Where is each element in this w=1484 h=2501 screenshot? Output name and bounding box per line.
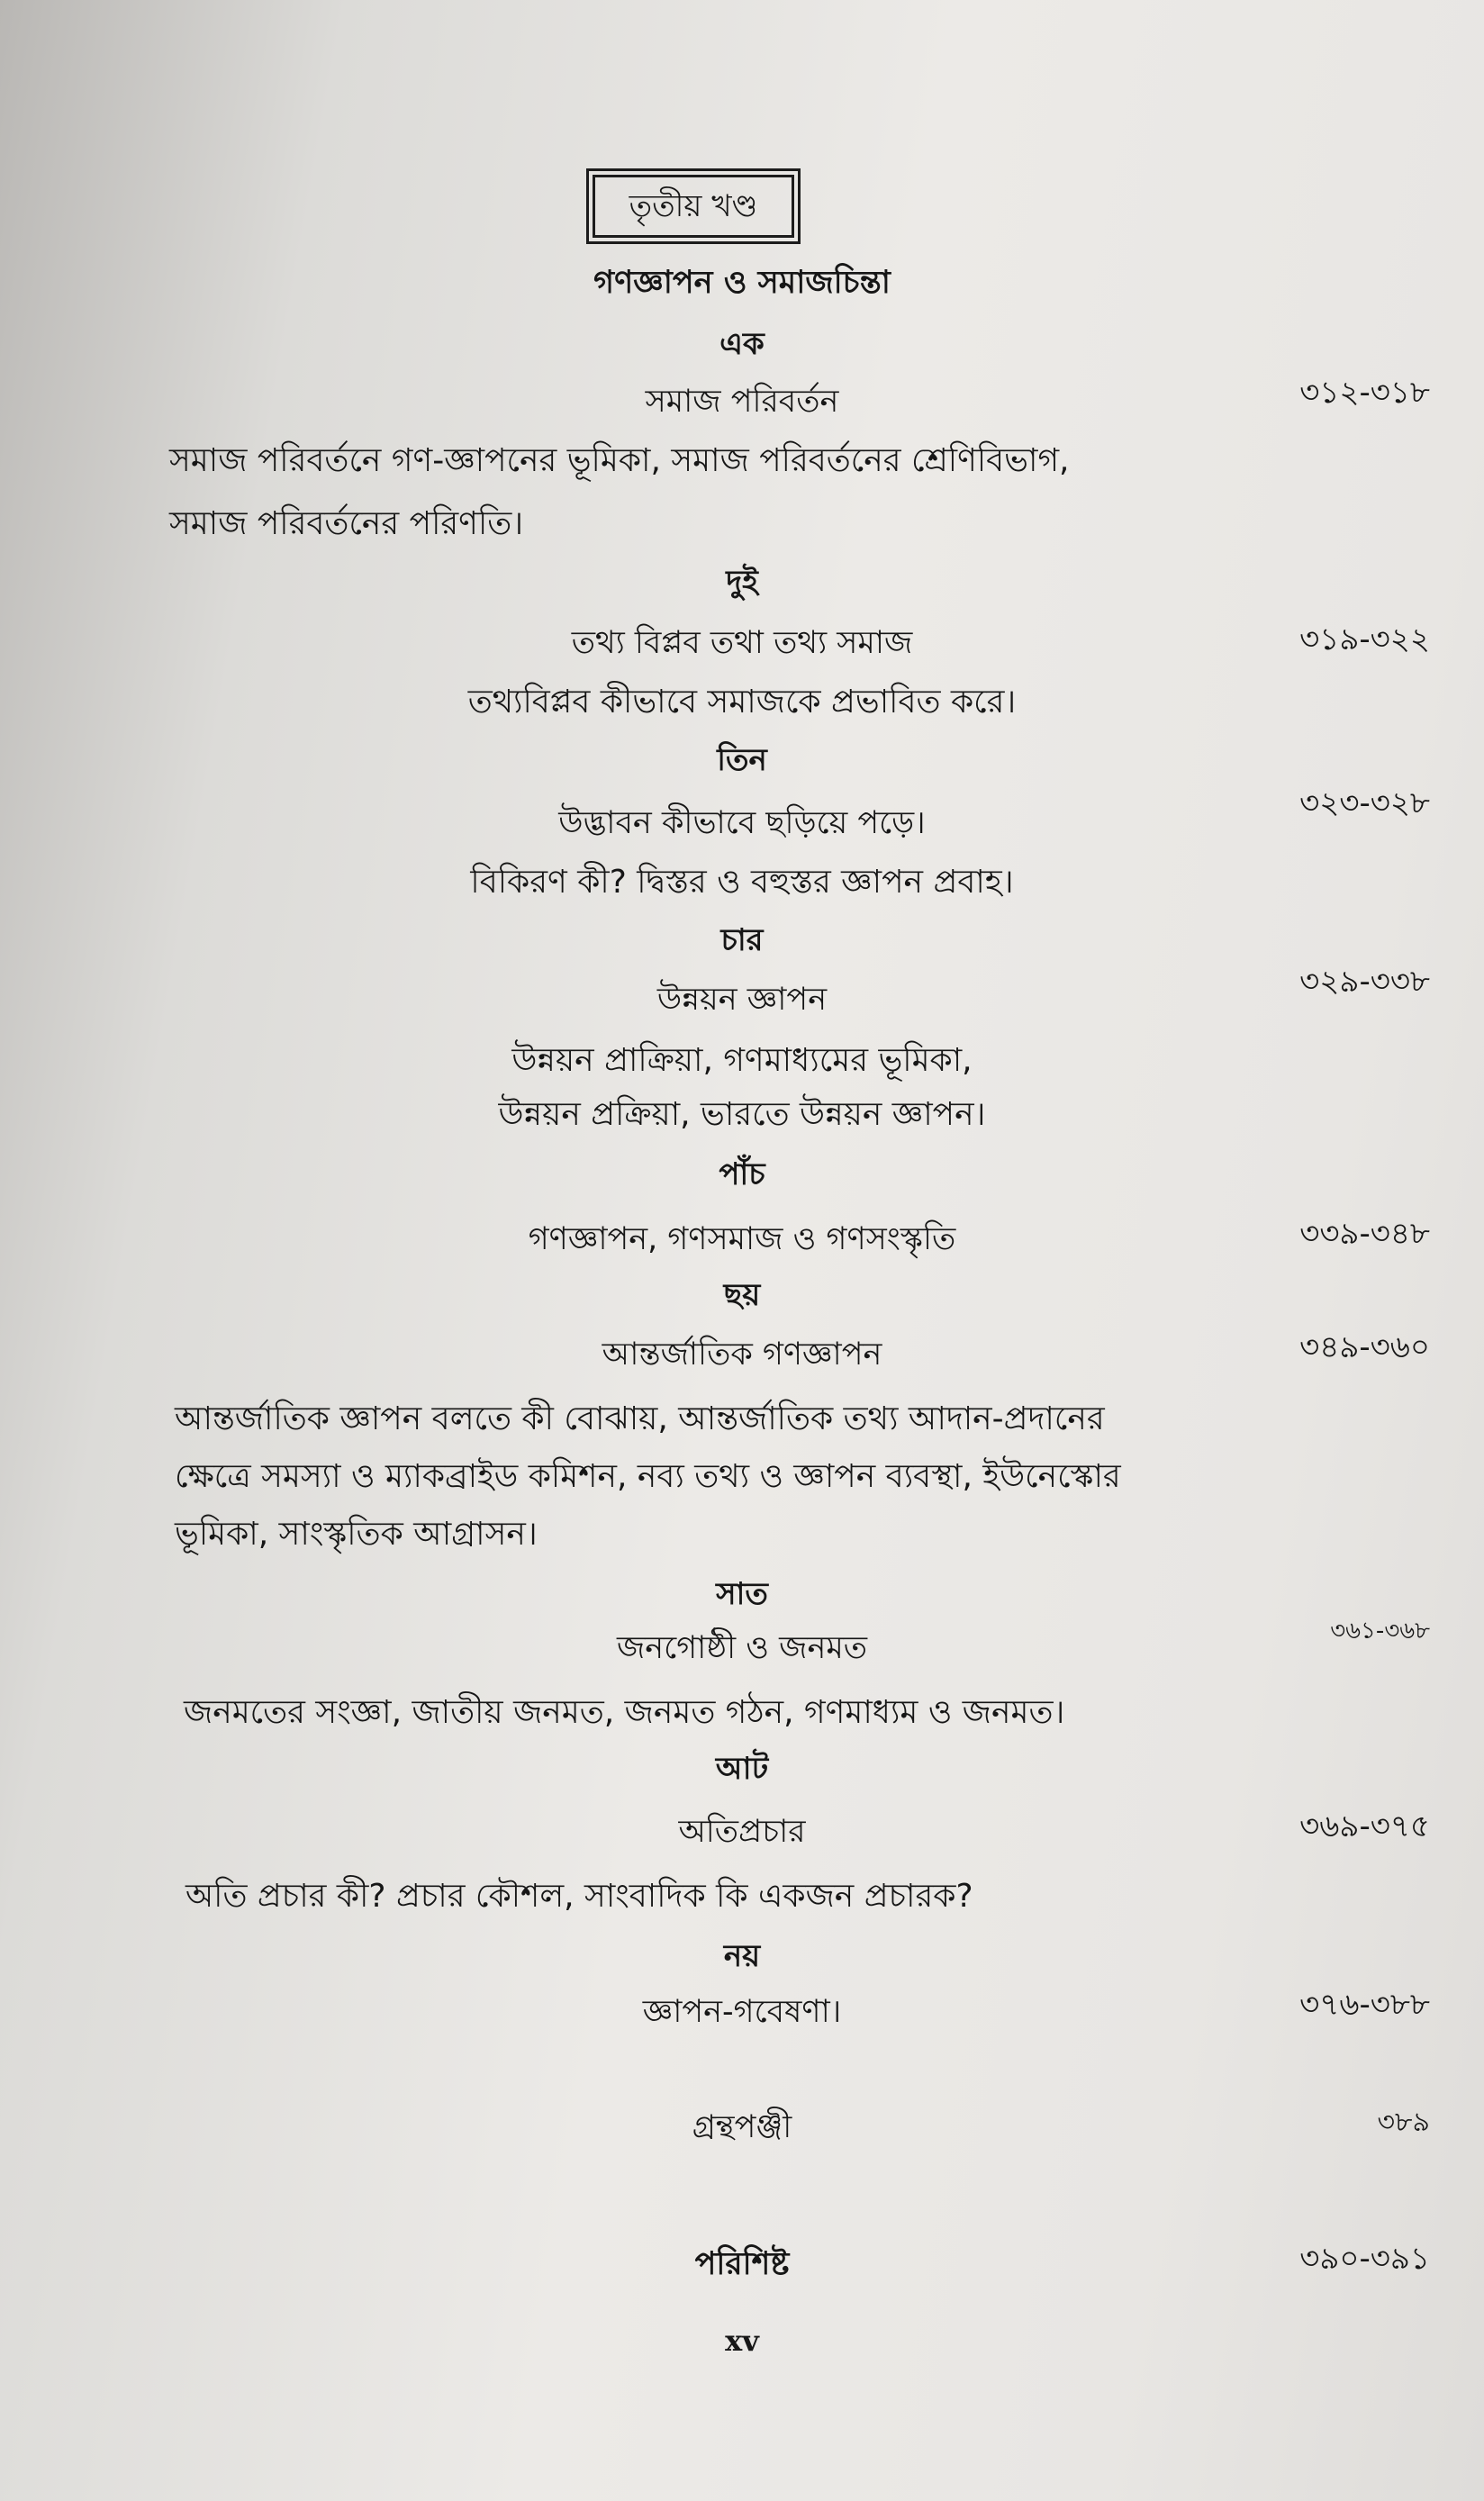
chapter-description-line: অতি প্রচার কী? প্রচার কৌশল, সাংবাদিক কি একজন প্রচারক? — [186, 1878, 973, 1915]
chapter-title: তথ্য বিপ্লব তথা তথ্য সমাজ — [571, 625, 913, 661]
chapter-number: তিন — [717, 742, 767, 778]
chapter-number: পাঁচ — [719, 1156, 765, 1192]
section-title: গণজ্ঞাপন ও সমাজচিন্তা — [593, 265, 891, 301]
chapter-number: আট — [715, 1751, 769, 1787]
chapter-number: এক — [719, 326, 765, 362]
page-range: ৩৬৯-৩৭৫ — [1299, 1808, 1430, 1844]
page-range: ৩১২-৩১৮ — [1299, 375, 1430, 411]
page-range: ৩১৯-৩২২ — [1299, 621, 1430, 657]
page-number: xv — [725, 2324, 759, 2358]
chapter-title: সমাজ পরিবর্তন — [645, 384, 839, 420]
chapter-description-line: সমাজ পরিবর্তনে গণ-জ্ঞাপনের ভূমিকা, সমাজ পরিবর্তনের শ্রেণিবিভাগ, — [169, 442, 1070, 479]
chapter-description-line: বিকিরণ কী? দ্বিস্তর ও বহুস্তর জ্ঞাপন প্রবাহ। — [470, 864, 1014, 901]
section-box: তৃতীয় খণ্ড — [593, 175, 794, 238]
chapter-number: দুই — [726, 564, 758, 600]
bibliography-title: গ্রন্থপঞ্জী — [692, 2109, 792, 2145]
chapter-title: অতিপ্রচার — [678, 1814, 806, 1850]
chapter-number: চার — [720, 922, 764, 958]
chapter-title: উন্নয়ন জ্ঞাপন — [656, 982, 828, 1018]
page-range: ৩৭৬-৩৮৮ — [1299, 1987, 1430, 2023]
chapter-description-line: আন্তর্জাতিক জ্ঞাপন বলতে কী বোঝায়, আন্তর্জাতিক তথ্য আদান-প্রদানের — [175, 1400, 1105, 1437]
chapter-title: জনগোষ্ঠী ও জনমত — [616, 1630, 868, 1666]
chapter-title: জ্ঞাপন-গবেষণা। — [642, 1994, 842, 2030]
chapter-description-line: তথ্যবিপ্লব কীভাবে সমাজকে প্রভাবিত করে। — [467, 684, 1017, 720]
page-range: ৩২৯-৩৩৮ — [1299, 964, 1430, 1000]
page-range: ৩৪৯-৩৬০ — [1299, 1329, 1430, 1365]
chapter-number: নয় — [723, 1938, 761, 1974]
chapter-description-line: জনমতের সংজ্ঞা, জাতীয় জনমত, জনমত গঠন, গণমাধ্যম ও জনমত। — [184, 1694, 1065, 1731]
chapter-description-line: ভূমিকা, সাংস্কৃতিক আগ্রাসন। — [175, 1516, 538, 1553]
page-range: ৩২৩-৩২৮ — [1299, 785, 1430, 821]
page-range: ৩৯০-৩৯১ — [1299, 2241, 1430, 2277]
chapter-number: ছয় — [723, 1277, 761, 1313]
chapter-description-line: সমাজ পরিবর্তনের পরিণতি। — [169, 505, 524, 542]
chapter-title: গণজ্ঞাপন, গণসমাজ ও গণসংস্কৃতি — [528, 1221, 956, 1257]
page-range: ৩৩৯-৩৪৮ — [1299, 1216, 1430, 1252]
chapter-number: সাত — [716, 1576, 768, 1612]
appendix-title: পরিশিষ্ট — [694, 2246, 790, 2282]
chapter-description-line: ক্ষেত্রে সমস্যা ও ম্যাকব্রাইড কমিশন, নব্য তথ্য ও জ্ঞাপন ব্যবস্থা, ইউনেস্কোর — [175, 1458, 1121, 1495]
page-range: ৩৬১-৩৬৮ — [1330, 1617, 1430, 1645]
chapter-title: উদ্ভাবন কীভাবে ছড়িয়ে পড়ে। — [558, 805, 926, 841]
chapter-description-line: উন্নয়ন প্রাক্রিয়া, গণমাধ্যমের ভূমিকা, — [511, 1042, 973, 1079]
page-range: ৩৮৯ — [1377, 2107, 1430, 2138]
chapter-description-line: উন্নয়ন প্রক্রিয়া, ভারতে উন্নয়ন জ্ঞাপন। — [498, 1096, 986, 1133]
chapter-title: আন্তর্জাতিক গণজ্ঞাপন — [602, 1337, 882, 1373]
